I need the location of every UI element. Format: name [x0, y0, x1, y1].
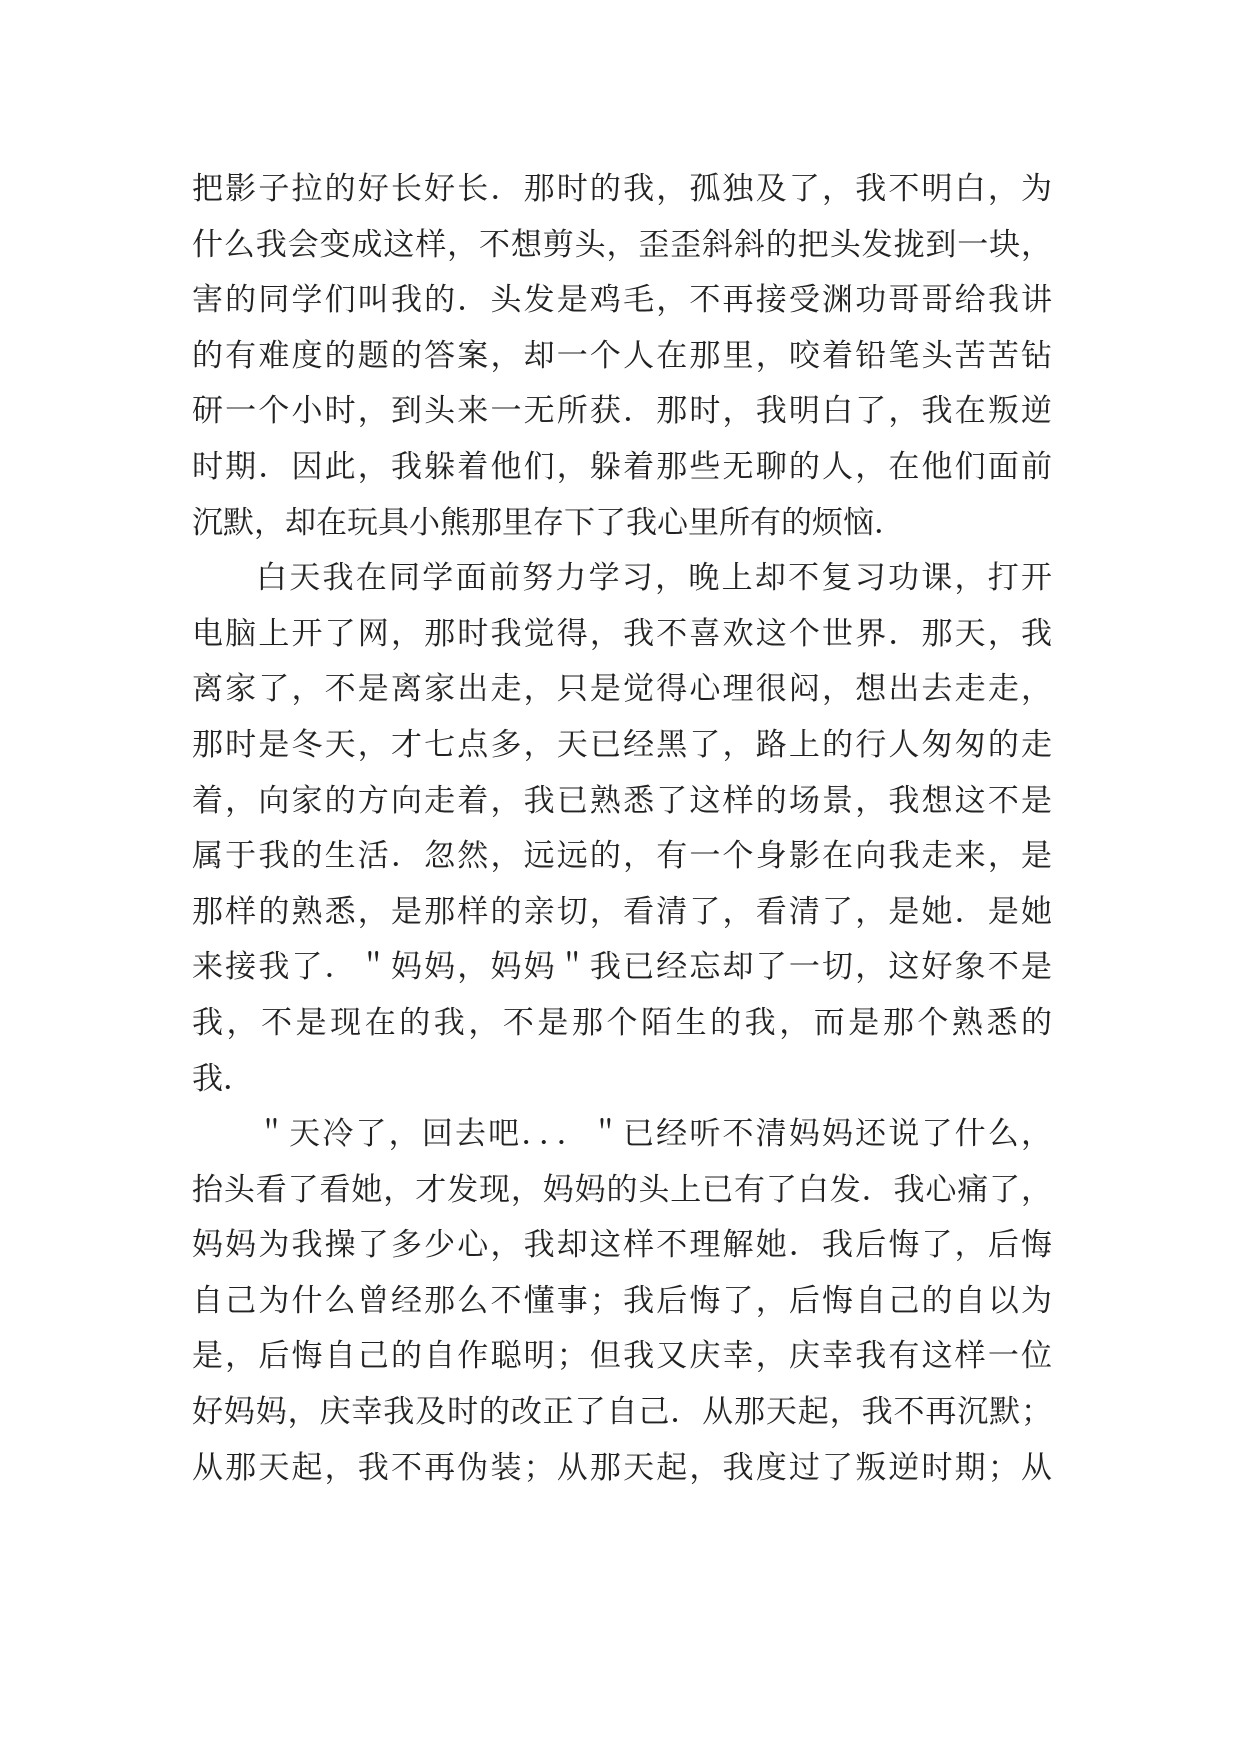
text-line: 白天我在同学面前努力学习，晚上却不复习功课，打开: [256, 560, 1052, 597]
text-line: 什么我会变成这样，不想剪头，歪歪斜斜的把头发拢到一块，: [192, 226, 1052, 263]
text-line: 抬头看了看她，才发现，妈妈的头上已有了白发．我心痛了，: [192, 1171, 1052, 1208]
text-line: 研一个小时，到头来一无所获．那时，我明白了，我在叛逆: [192, 393, 1052, 430]
text-line: 好妈妈，庆幸我及时的改正了自己．从那天起，我不再沉默；: [192, 1394, 1052, 1431]
text-line: 着，向家的方向走着，我已熟悉了这样的场景，我想这不是: [192, 782, 1052, 819]
text-line: ＂天冷了，回去吧．．．＂已经听不清妈妈还说了什么，: [256, 1116, 1052, 1153]
text-line: 沉默，却在玩具小熊那里存下了我心里所有的烦恼．: [192, 504, 905, 541]
body-text: [192, 162, 1052, 1496]
text-line: 把影子拉的好长好长．那时的我，孤独及了，我不明白，为: [192, 171, 1052, 207]
text-line: 电脑上开了网，那时我觉得，我不喜欢这个世界．那天，我: [192, 615, 1052, 652]
text-line: 害的同学们叫我的．头发是鸡毛，不再接受渊功哥哥给我讲: [192, 282, 1052, 319]
text-line: 是，后悔自己的自作聪明；但我又庆幸，庆幸我有这样一位: [192, 1338, 1052, 1375]
text-line: 属于我的生活．忽然，远远的，有一个身影在向我走来，是: [192, 838, 1052, 875]
text-line: 我，不是现在的我，不是那个陌生的我，而是那个熟悉的: [192, 1004, 1052, 1041]
text-line: 那时是冬天，才七点多，天已经黑了，路上的行人匆匆的走: [192, 726, 1052, 763]
text-line: 自己为什么曾经那么不懂事；我后悔了，后悔自己的自以为: [192, 1282, 1052, 1319]
text-line: 从那天起，我不再伪装；从那天起，我度过了叛逆时期；从: [192, 1449, 1052, 1486]
text-line: 来接我了．＂妈妈，妈妈＂我已经忘却了一切，这好象不是: [192, 949, 1052, 986]
text-line: 时期．因此，我躲着他们，躲着那些无聊的人，在他们面前: [192, 448, 1052, 485]
text-line: 我．: [192, 1060, 254, 1097]
text-line: 那样的熟悉，是那样的亲切，看清了，看清了，是她．是她: [192, 893, 1052, 930]
text-line: 妈妈为我操了多少心，我却这样不理解她．我后悔了，后悔: [192, 1227, 1052, 1264]
text-line: 离家了，不是离家出走，只是觉得心理很闷，想出去走走，: [192, 671, 1052, 708]
text-line: 的有难度的题的答案，却一个人在那里，咬着铅笔头苦苦钻: [192, 337, 1052, 374]
